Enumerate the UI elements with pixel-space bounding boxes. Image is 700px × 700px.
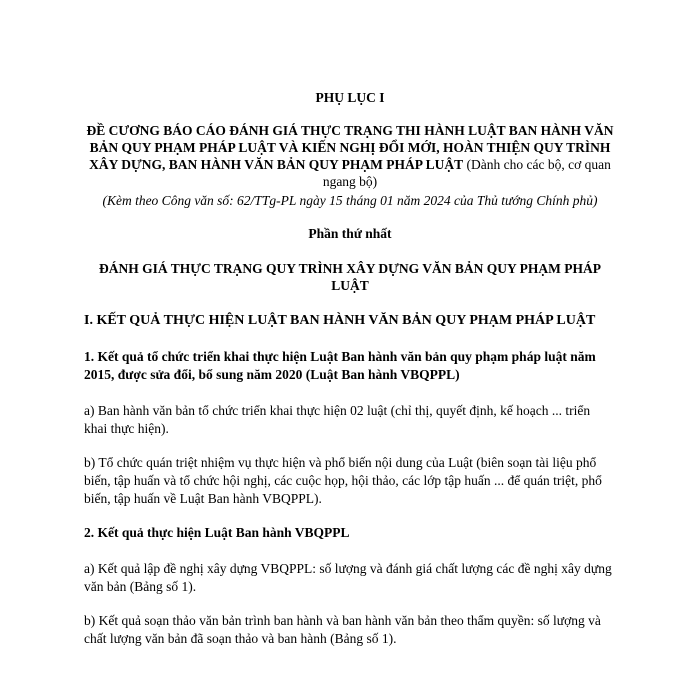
item-1-a-paragraph: a) Ban hành văn bản tổ chức triển khai thực hiện 02 luật (chỉ thị, quyết định, kế hoạch ... triển khai thực hiện). bbox=[84, 403, 591, 436]
subtitle-bold-text: ĐỀ CƯƠNG BÁO CÁO ĐÁNH GIÁ THỰC TRẠNG THI HÀNH LUẬT BAN HÀNH VĂN BẢN QUY PHẠM PHÁP LUẬT VÀ KIẾN NGHỊ ĐỔI MỚI, HOÀN THIỆN QUY TRÌNH XÂY DỰNG, BAN HÀNH VĂN BẢN QUY PHẠM PHÁP LUẬT bbox=[86, 123, 614, 172]
item-1-b-paragraph: b) Tổ chức quán triệt nhiệm vụ thực hiện và phổ biến nội dung của Luật (biên soạn tài liệu phổ biến, tập huấn và tổ chức hội nghị, các cuộc họp, hội thảo, các lớp tập huấn ... để quán triệt, phổ biến, tập huấn về Luật Ban hành VBQPPL). bbox=[84, 455, 602, 506]
part-heading: ĐÁNH GIÁ THỰC TRẠNG QUY TRÌNH XÂY DỰNG VĂN BẢN QUY PHẠM PHÁP LUẬT bbox=[98, 261, 601, 293]
part-title: Phần thứ nhất bbox=[308, 226, 392, 241]
item-2-heading: 2. Kết quả thực hiện Luật Ban hành VBQPPL bbox=[84, 525, 350, 540]
item-2-b-paragraph: b) Kết quả soạn thảo văn bản trình ban hành và ban hành văn bản theo thẩm quyền: số lượng và chất lượng văn bản đã soạn thảo và ban hành (Bảng số 1). bbox=[84, 613, 601, 646]
subtitle-scope-text: (Dành cho các bộ, cơ quan ngang bộ) bbox=[322, 157, 611, 189]
document-subtitle bbox=[84, 122, 616, 190]
section-heading: I. KẾT QUẢ THỰC HIỆN LUẬT BAN HÀNH VĂN BẢN QUY PHẠM PHÁP LUẬT bbox=[84, 313, 596, 328]
document-reference: (Kèm theo Công văn số: 62/TTg-PL ngày 15 tháng 01 năm 2024 của Thủ tướng Chính phủ) bbox=[102, 193, 598, 208]
appendix-title: PHỤ LỤC I bbox=[315, 90, 385, 105]
item-1-heading: 1. Kết quả tổ chức triển khai thực hiện Luật Ban hành văn bản quy phạm pháp luật năm 2015, được sửa đổi, bổ sung năm 2020 (Luật Ban hành VBQPPL) bbox=[84, 349, 596, 382]
item-2-a-paragraph: a) Kết quả lập đề nghị xây dựng VBQPPL: số lượng và đánh giá chất lượng các đề nghị xây dựng văn bản (Bảng số 1). bbox=[84, 561, 612, 594]
